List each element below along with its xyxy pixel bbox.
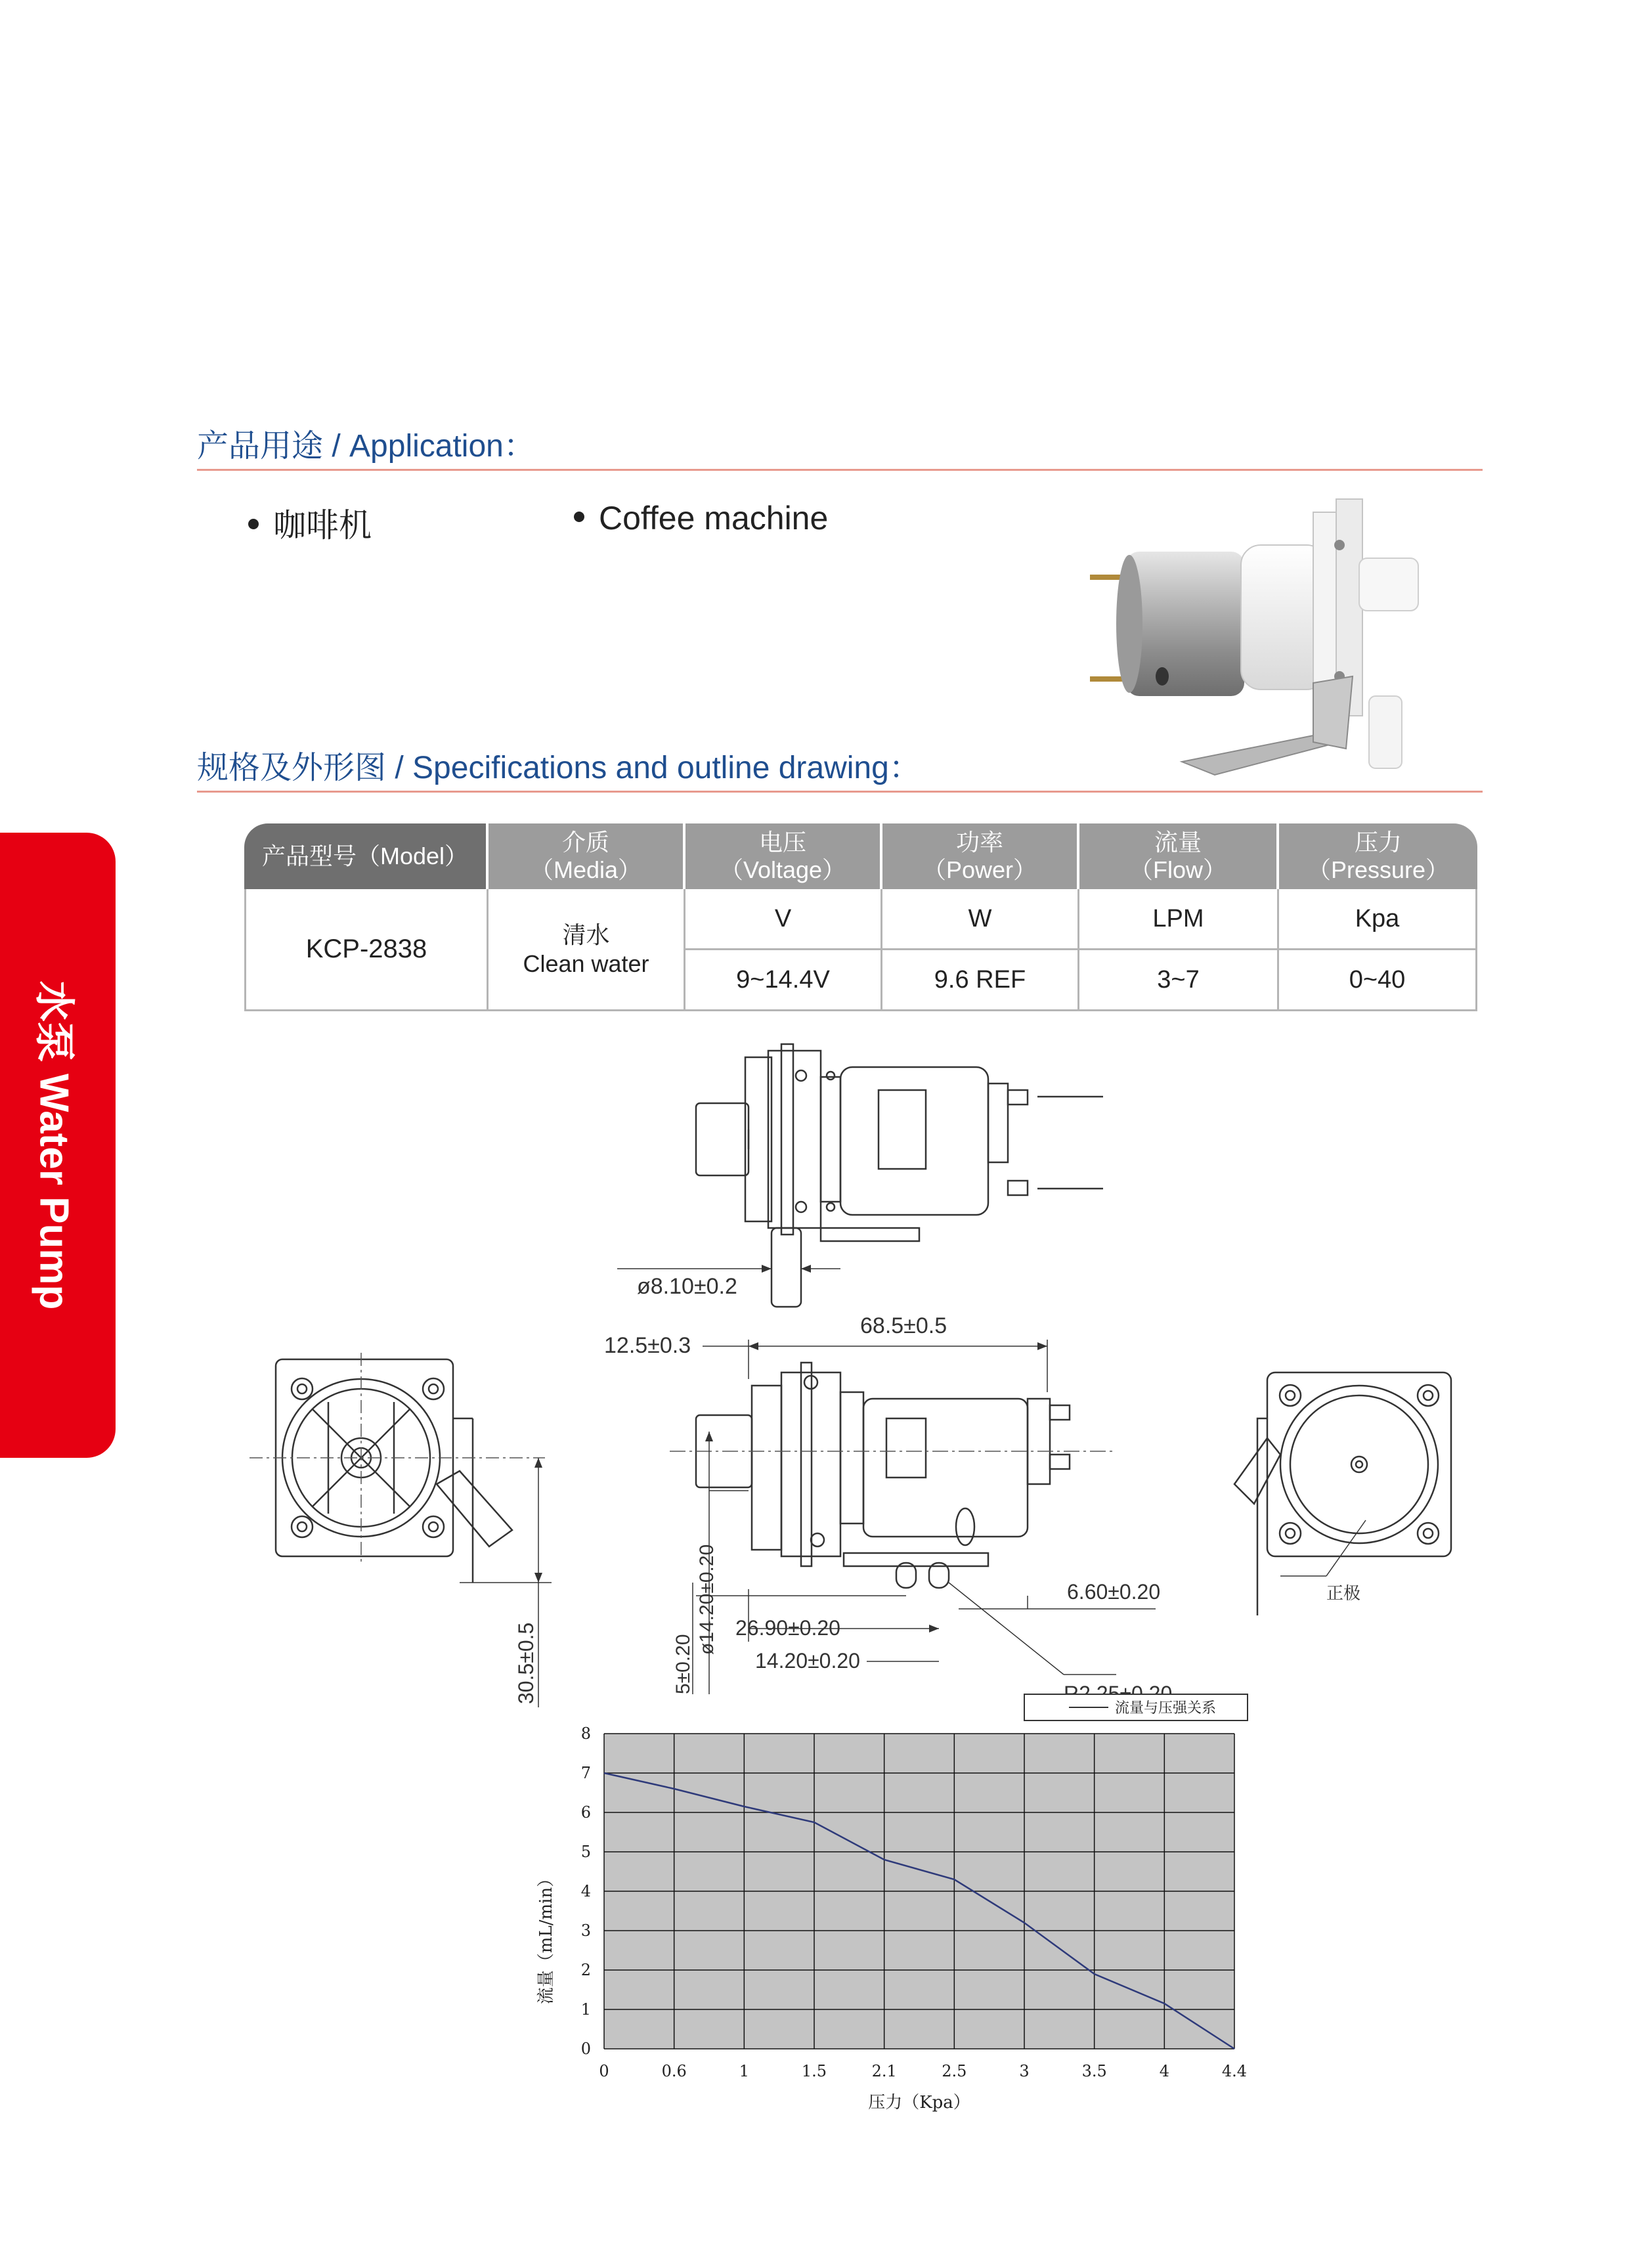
spec-table-units-row [244, 889, 1477, 950]
value-pressure: 0~40 [1279, 950, 1477, 1011]
dim-hole-distance-b: 14.20±0.20 [755, 1649, 860, 1673]
x-tick-label: 0.6 [661, 2062, 687, 2080]
specs-heading-cn: 规格及外形图 [197, 749, 387, 786]
dim-mount-height: 5±0.20 [672, 1634, 694, 1694]
x-tick-label: 2.1 [871, 2062, 897, 2080]
dim-hole-distance-a: 26.90±0.20 [735, 1616, 840, 1640]
x-tick-label: 3.5 [1081, 2062, 1107, 2080]
unit-voltage: V [685, 889, 882, 950]
specs-heading-sep: / [386, 751, 413, 785]
header-voltage: 电压 （Voltage） [685, 823, 882, 889]
media-cell: 清水 Clean water [489, 889, 685, 1011]
y-axis-ticks [581, 1724, 591, 2058]
x-tick-label: 1.5 [801, 2062, 827, 2080]
bullet-dot [574, 512, 584, 522]
y-tick-label: 5 [580, 1843, 591, 1861]
y-tick-label: 6 [580, 1803, 591, 1822]
header-power: 功率 （Power） [882, 823, 1079, 889]
application-heading [197, 420, 535, 466]
y-tick-label: 2 [580, 1961, 591, 1979]
header-media: 介质 （Media） [489, 823, 685, 889]
x-tick-label: 2.5 [942, 2062, 967, 2080]
positive-terminal-label: 正极 [1326, 1583, 1361, 1603]
back-view-drawing [1195, 1359, 1471, 1622]
dim-height-offset: 30.5±0.5 [514, 1622, 538, 1704]
dim-shaft-diameter: ø8.10±0.2 [637, 1274, 737, 1299]
top-view-drawing [604, 1031, 1103, 1320]
model-cell: KCP-2838 [244, 889, 489, 1011]
y-tick-label: 8 [580, 1724, 591, 1743]
x-tick-label: 0 [599, 2062, 609, 2080]
header-model: 产品型号（Model） [244, 823, 489, 889]
unit-power: W [882, 889, 1079, 950]
x-tick-label: 1 [739, 2062, 749, 2080]
spec-table [244, 823, 1477, 1011]
y-tick-label: 1 [580, 2000, 591, 2019]
application-rule [197, 469, 1483, 471]
specs-heading [197, 742, 921, 787]
flow-pressure-chart [512, 1681, 1274, 2134]
bullet-dot [248, 519, 259, 529]
x-axis-label: 压力（Kpa） [868, 2093, 970, 2113]
x-tick-label: 4 [1159, 2062, 1169, 2080]
application-heading-cn: 产品用途 [197, 427, 324, 464]
x-tick-label: 4.4 [1221, 2062, 1248, 2080]
application-heading-en: Application： [349, 429, 535, 464]
chart-legend [1024, 1694, 1248, 1720]
side-view-drawing [591, 1300, 1182, 1720]
y-tick-label: 4 [580, 1882, 591, 1900]
specs-rule [197, 791, 1483, 793]
x-axis-ticks [599, 2062, 1247, 2080]
value-power: 9.6 REF [882, 950, 1079, 1011]
dim-total-length: 68.5±0.5 [860, 1313, 947, 1338]
specs-heading-en: Specifications and outline drawing： [412, 751, 921, 785]
legend-label: 流量与压强关系 [1115, 1700, 1217, 1717]
value-flow: 3~7 [1079, 950, 1279, 1011]
y-tick-label: 0 [580, 2040, 591, 2058]
unit-pressure: Kpa [1279, 889, 1477, 950]
y-tick-label: 3 [580, 1921, 591, 1940]
application-item-cn: 咖啡机 [248, 499, 372, 546]
application-heading-sep: / [323, 429, 350, 464]
spec-table-header-row [244, 823, 1477, 889]
side-tab-label: 水泵 Water Pump [31, 980, 77, 1310]
application-item-en: Coffee machine [574, 499, 828, 537]
header-pressure: 压力 （Pressure） [1279, 823, 1477, 889]
y-axis-label: 流量（mL/min） [536, 1870, 556, 2005]
unit-flow: LPM [1079, 889, 1279, 950]
pump-product-photo [1077, 486, 1497, 781]
dim-slot-width: 6.60±0.20 [1067, 1580, 1161, 1604]
front-view-drawing [250, 1340, 565, 1734]
x-tick-label: 3 [1019, 2062, 1030, 2080]
dim-inlet-offset: 12.5±0.3 [604, 1333, 691, 1358]
dim-inlet-diameter: ø14.20±0.20 [696, 1544, 718, 1655]
value-voltage: 9~14.4V [685, 950, 882, 1011]
header-flow: 流量 （Flow） [1079, 823, 1279, 889]
y-tick-label: 7 [580, 1764, 591, 1782]
